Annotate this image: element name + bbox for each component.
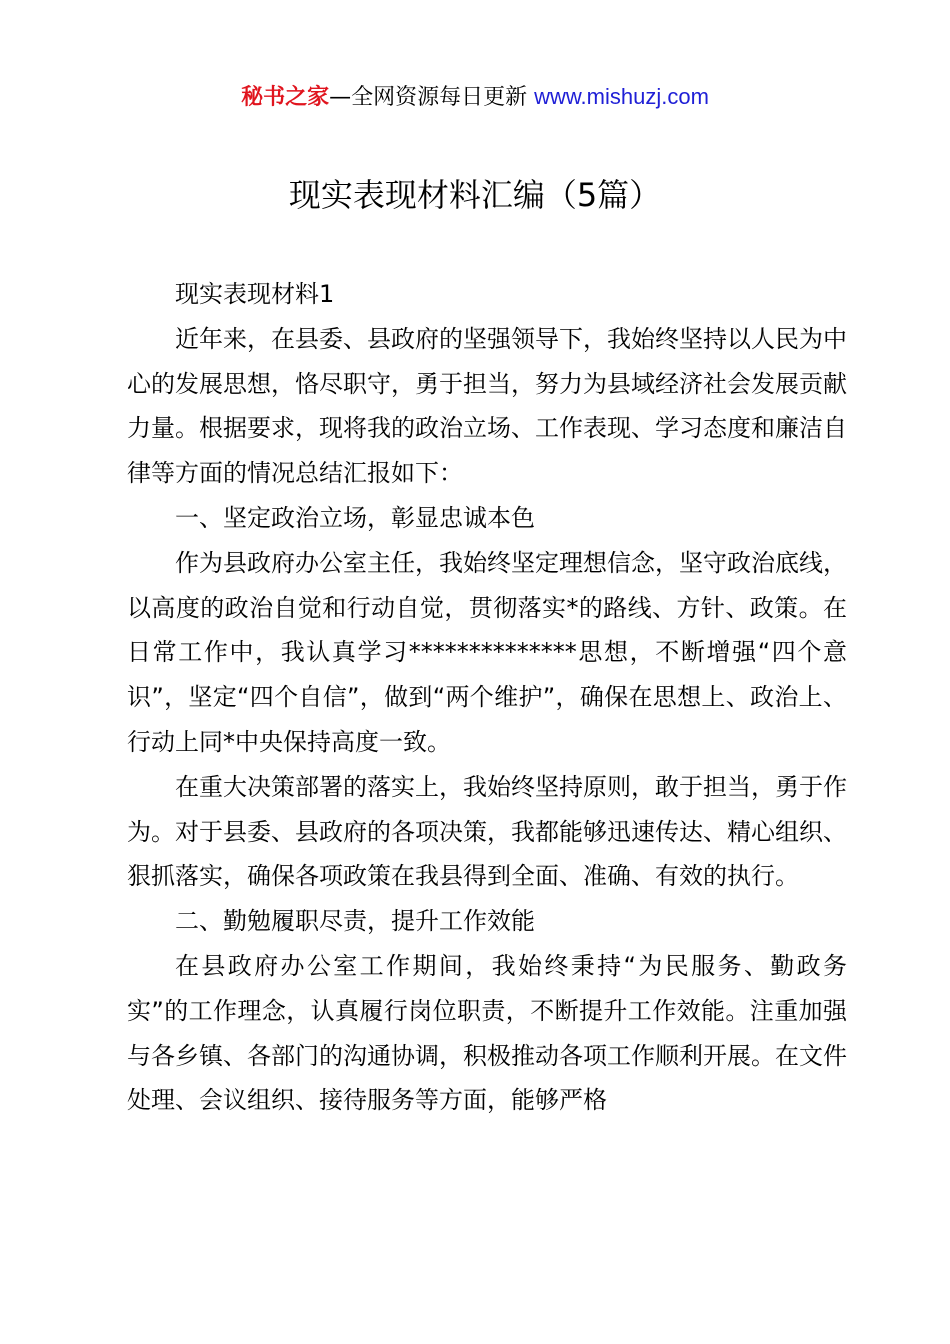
document-title: 现实表现材料汇编（5篇） [288,176,662,214]
section-heading: 现实表现材料1 [175,280,335,308]
brand-name: 秘书之家 [241,85,330,110]
body-paragraph: 近年来，在县委、县政府的坚强领导下，我始终坚持以人民为中心的发展思想，恪尽职守，勇于担当，努力为县域经济社会发展贡献力量。根据要求，现将我的政治立场、工作表现、学习态度和廉洁自律等方面的情况总结汇报如下： [127,324,847,488]
site-header [0,80,950,115]
body-paragraph: 在县政府办公室工作期间，我始终秉持“为民服务、勤政务实”的工作理念，认真履行岗位职责，不断提升工作效能。注重加强与各乡镇、各部门的沟通协调，积极推动各项工作顺利开展。在文件处理、会议组织、接待服务等方面，能够严格 [127,951,847,1115]
header-tagline: —全网资源每日更新 [329,85,535,110]
section-heading: 一、坚定政治立场，彰显忠诚本色 [175,503,535,532]
section-heading: 二、勤勉履职尽责，提升工作效能 [175,907,535,936]
body-paragraph: 作为县政府办公室主任，我始终坚定理想信念，坚守政治底线，以高度的政治自觉和行动自觉，贯彻落实*的路线、方针、政策。在日常工作中，我认真学习**************思想，不断增强“四个意识”，坚定“四个自信”，做到“两个维护”，确保在思想上、政治上、行动上同*中央保持高度一致。 [127,548,847,756]
site-url-link[interactable]: www.mishuzj.com [534,84,709,109]
document-body [127,272,847,1123]
body-paragraph: 在重大决策部署的落实上，我始终坚持原则，敢于担当，勇于作为。对于县委、县政府的各项决策，我都能够迅速传达、精心组织、狠抓落实，确保各项政策在我县得到全面、准确、有效的执行。 [127,772,847,891]
